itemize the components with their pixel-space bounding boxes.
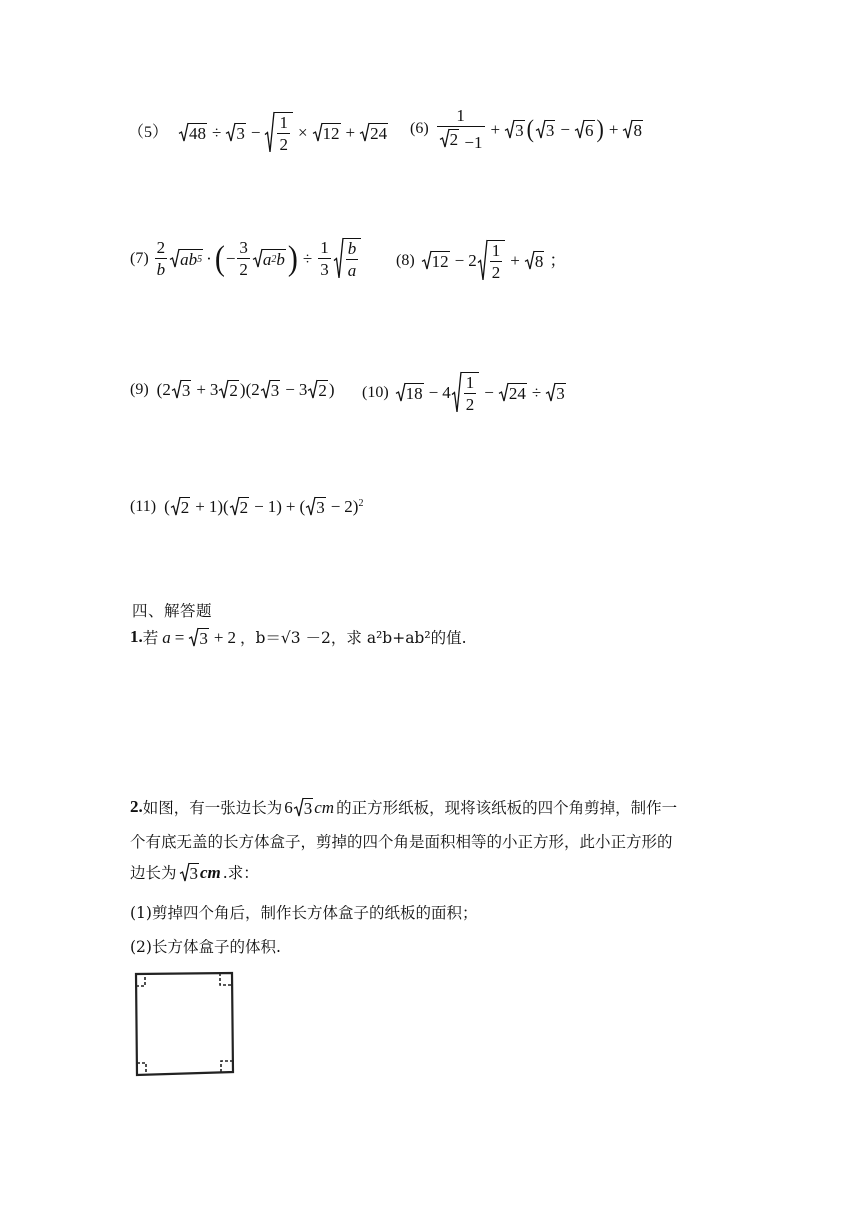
corner-top-right — [220, 973, 232, 985]
div-op: ÷ — [212, 123, 222, 142]
problem-10: (10) 18 − 4 $\frac{1}{2}$ − 24 ÷ 3 — [362, 373, 565, 414]
problem-5-label: （5） — [128, 123, 169, 141]
question-2-line-3: 边长为 3 cm .求： — [130, 862, 259, 883]
q2-number: 2. — [130, 797, 143, 816]
problem-11-label: (11) — [130, 497, 157, 515]
square-board-figure — [130, 968, 240, 1080]
question-1 — [130, 626, 467, 648]
problem-9-label: (9) — [130, 380, 149, 398]
problem-9: (9) (2 3 + 3 2 )(2 3 − 3 2 ) — [130, 380, 335, 400]
corner-top-left — [136, 974, 145, 986]
question-2-line-2: 个有底无盖的长方体盒子，剪掉的四个角是面积相等的小正方形，此小正方形的 — [130, 833, 673, 851]
section-heading: 四、解答题 — [132, 602, 213, 620]
problem-11: (11) ( 2 + 1)( 2 − 1) + ( 3 − 2)$^2$ — [130, 497, 364, 517]
problem-7-label: (7) — [130, 249, 149, 267]
problem-7: (7) $\frac{2}{b}$ ab 5 · ( − $\frac{3}{2}$ a 2 b ) ÷ $\frac{1}{3}$ $\frac{b}{a}$ — [130, 238, 362, 279]
sqrt-3: 3 — [226, 123, 246, 142]
problem-8-label: (8) — [396, 251, 415, 269]
corner-bottom-left — [137, 1063, 146, 1075]
sqrt-48: 48 — [179, 123, 207, 142]
q1-prefix: 若 — [142, 629, 159, 647]
corner-bottom-right — [221, 1061, 233, 1072]
question-2-line-1: 2. 如图，有一张边长为 6 3 cm 的正方形纸板，现将该纸板的四个角剪掉，制作一 — [130, 797, 678, 818]
q1-number: 1. — [130, 627, 143, 646]
question-2-part-1: (1)剪掉四个角后，制作长方体盒子的纸板的面积； — [130, 904, 478, 922]
sqrt-half: $\frac{1}{2}$ — [265, 112, 293, 153]
problem-5: （5） 48 ÷ 3 − $\frac{1}{2}$ × 12 + 24 — [128, 113, 388, 154]
q2-side-length: 6 3 cm — [284, 797, 335, 818]
problem-8: (8) 12 − 2 $\frac{1}{2}$ + 8 ； — [396, 241, 567, 282]
problem-10-label: (10) — [362, 383, 389, 401]
problem-6: (6) 1 2 −1 + 3 ( 3 − 6 ) + 8 — [410, 106, 642, 152]
q1-a-expr: a = 3 + 2 — [162, 627, 236, 648]
question-2-part-2: (2)长方体盒子的体积. — [130, 938, 281, 956]
q2-small-side: 3 cm — [179, 863, 221, 882]
problem-6-label: (6) — [410, 120, 429, 137]
q1-rest: ，b＝√3 －2，求 a²b+ab²的值. — [239, 629, 467, 647]
